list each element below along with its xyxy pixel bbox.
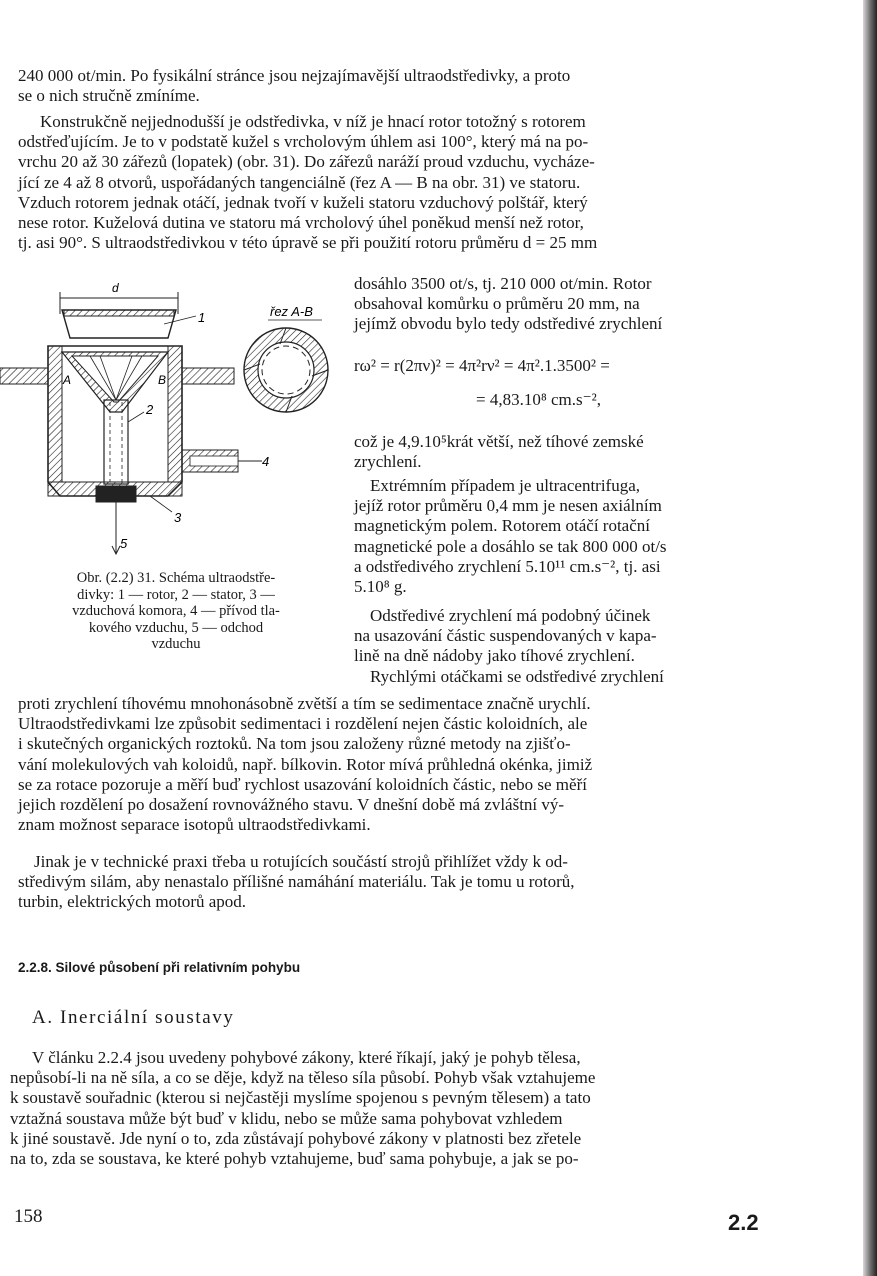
- text-line: V článku 2.2.4 jsou uvedeny pohybové zákony, které říkají, jaký je pohyb tělesa,: [32, 1048, 581, 1067]
- text-line: na to, zda se soustava, ke které pohyb vztahujeme, buď sama pohybuje, a jak se po-: [10, 1149, 579, 1169]
- chapter-marker: 2.2: [728, 1210, 759, 1235]
- text-line: na usazování částic suspendovaných v kapa-: [354, 626, 657, 646]
- text-line: se za rotace pozoruje a měří buď rychlost usazování koloidních částic, nebo se měří: [18, 774, 587, 794]
- text-line: proti zrychlení tíhovému mnohonásobně zvětší a tím se sedimentace značně urychlí.: [18, 694, 591, 713]
- text-line: vrchu 20 až 30 zářezů (lopatek) (obr. 31). Do zářezů naráží proud vzduchu, vycháze-: [18, 152, 595, 172]
- text-line: vání molekulových vah koloidů, např. bílkovin. Rotor mívá průhledná okénka, jimiž: [18, 754, 593, 774]
- figure-label-2: 2: [146, 402, 154, 417]
- caption-line: Obr. (2.2) 31. Schéma ultraodstře-: [76, 570, 276, 586]
- sedimentation-paragraph-full: [18, 694, 775, 835]
- text-line: obsahoval komůrku o průměru 20 mm, na: [354, 294, 640, 314]
- text-line: odstřeďujícím. Je to v podstatě kužel s vrcholovým úhlem asi 100°, který má na po-: [18, 132, 589, 152]
- text-line: což je 4,9.10⁵krát větší, než tíhové zemské: [354, 432, 644, 451]
- section-mark-a: A: [63, 373, 72, 387]
- caption-line: divky: 1 — rotor, 2 — stator, 3 —: [77, 586, 275, 603]
- text-line: nepůsobí-li na ně síla, a co se děje, když na těleso síla působí. Pohyb však vztahujeme: [10, 1068, 596, 1088]
- text-line: znam možnost separace isotopů ultraodstředivkami.: [18, 815, 371, 835]
- text-line: jejich rozdělení po dosažení rovnovážného stavu. V dnešní době má zvláštní vý-: [18, 795, 565, 815]
- technical-paragraph: [18, 852, 775, 913]
- text-line: Odstředivé zrychlení má podobný účinek: [370, 606, 651, 625]
- text-line: Jinak je v technické praxi třeba u rotujících součástí strojů přihlížet vždy k od-: [34, 852, 568, 871]
- text-line: i skutečných organických roztoků. Na tom jsou založeny různé metody na zjišťo-: [18, 734, 571, 754]
- text-line: lině na dně nádoby jako tíhové zrychlení.: [354, 646, 635, 666]
- text-line: turbin, elektrických motorů apod.: [18, 892, 247, 912]
- text-line: tj. asi 90°. S ultraodstředivkou v této úpravě se při použití rotoru průměru d = 25 mm: [18, 233, 598, 253]
- rotor-paragraph: [354, 274, 774, 335]
- figure-caption: [18, 570, 334, 653]
- text-line: Vzduch rotorem jednak otáčí, jednak tvoří v kuželi statoru vzduchový polštář, který: [18, 192, 588, 212]
- text-line: nese rotor. Kuželová dutina ve statoru má vrcholový úhel poněkud menší než rotor,: [18, 213, 584, 233]
- text-line: magnetické pole a dosáhlo se tak 800 000 ot/s: [354, 536, 667, 556]
- figure-label-3: 3: [174, 510, 182, 525]
- text-line: jejíž rotor průměru 0,4 mm je nesen axiálním: [354, 496, 662, 516]
- caption-line: kového vzduchu, 5 — odchod: [88, 619, 264, 636]
- page-edge-shadow: [863, 0, 877, 1276]
- inertial-paragraph: [10, 1048, 775, 1169]
- text-line: Konstrukčně nejjednodušší je odstředivka, v níž je hnací rotor totožný s rotorem: [40, 112, 586, 131]
- caption-line: vzduchová komora, 4 — přívod tla-: [72, 603, 280, 619]
- intro-paragraph: [18, 66, 775, 106]
- text-line: středivým silám, aby nenastalo přílišné namáhání materiálu. Tak je tomu u rotorů,: [18, 872, 575, 892]
- text-line: Extrémním případem je ultracentrifuga,: [370, 476, 641, 495]
- text-line: Ultraodstředivkami lze způsobit sedimentaci i rozdělení nejen částic koloidních, ale: [18, 714, 588, 734]
- figure-label-5: 5: [120, 536, 128, 551]
- caption-line: vzduchu: [151, 636, 201, 652]
- page-number: 158: [14, 1206, 43, 1227]
- figure-label-1: 1: [198, 310, 206, 325]
- sedimentation-paragraph-right: [354, 606, 774, 687]
- text-line: k jiné soustavě. Jde nyní o to, zda zůstávají pohybové zákony v platnosti bez zřetele: [10, 1128, 582, 1148]
- construction-paragraph: [18, 112, 775, 253]
- comparison-paragraph: [354, 432, 774, 472]
- section-mark-b: B: [158, 373, 167, 387]
- text-line: jící ze 4 až 8 otvorů, uspořádaných tangenciálně (řez A — B na obr. 31) ve statoru.: [18, 172, 581, 192]
- text-line: 5.10⁸ g.: [354, 577, 407, 597]
- text-line: jejímž obvodu bylo tedy odstředivé zrychlení: [354, 314, 663, 334]
- text-line: a odstředivého zrychlení 5.10¹¹ cm.s⁻², tj. asi: [354, 556, 661, 576]
- text-line: Rychlými otáčkami se odstředivé zrychlení: [370, 666, 664, 686]
- text-line: dosáhlo 3500 ot/s, tj. 210 000 ot/min. Rotor: [354, 274, 652, 293]
- dimension-label-d: d: [112, 281, 119, 295]
- figure-label-4: 4: [262, 454, 270, 469]
- text-line: zrychlení.: [354, 452, 422, 472]
- text-line: vztažná soustava může být buď v klidu, nebo se může sama pohybovat vzhledem: [10, 1108, 563, 1128]
- formula-line-1: rω² = r(2πν)² = 4π²rν² = 4π².1.3500² =: [354, 356, 610, 375]
- subsection-heading: A. Inerciální soustavy: [32, 1007, 235, 1028]
- text-line: 240 000 ot/min. Po fysikální stránce jsou nejzajímavější ultraodstředivky, a proto: [18, 66, 571, 85]
- ultracentrifuge-figure: [0, 272, 345, 572]
- formula-line-2: = 4,83.10⁸ cm.s⁻²,: [476, 390, 601, 409]
- text-line: se o nich stručně zmíníme.: [18, 86, 200, 106]
- section-heading: 2.2.8. Silové působení při relativním pohybu: [18, 960, 301, 975]
- section-title: řez A-B: [270, 304, 313, 319]
- text-line: magnetickým polem. Rotorem otáčí rotační: [354, 516, 650, 536]
- ultracentrifuge-paragraph: [354, 476, 774, 597]
- text-line: k soustavě souřadnic (kterou si nejčastěji myslíme spojenou s pevným tělesem) a tato: [10, 1088, 591, 1108]
